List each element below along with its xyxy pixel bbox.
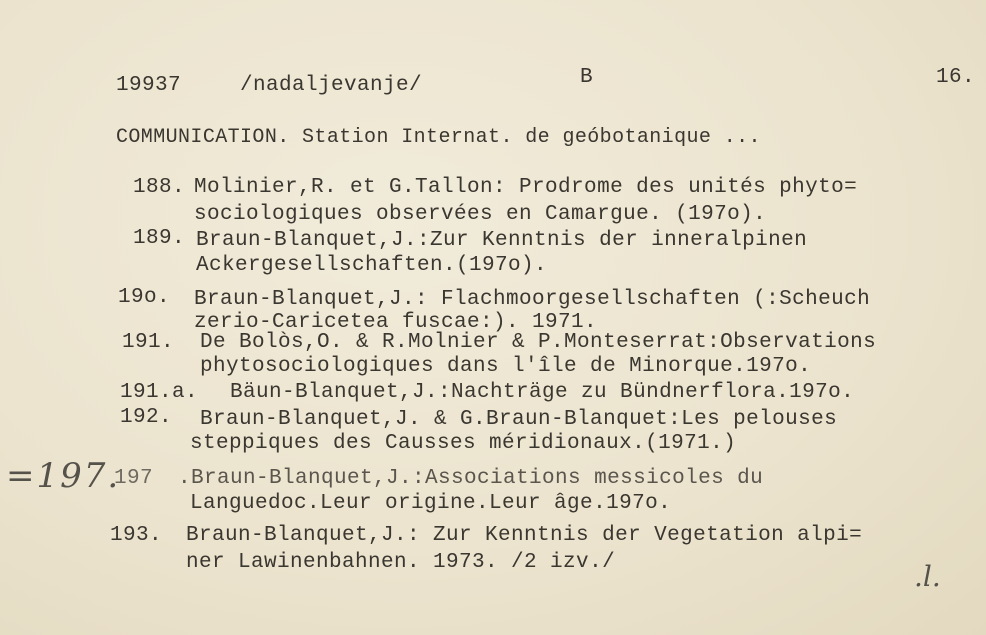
entry-line: zerio-Caricetea fuscae:). 1971. [194,311,598,334]
entry-line: ner Lawinenbahnen. 1973. /2 izv./ [186,551,616,574]
entry-line: Molinier,R. et G.Tallon: Prodrome des unités phyto= [194,176,858,199]
entry-number: 191.a. [120,381,199,404]
page-number: 16. [936,66,976,89]
entry-number: 192. [120,406,173,429]
entry-line: .Braun-Blanquet,J.:Associations messicoles du [178,467,764,490]
section-letter: B [580,66,594,89]
entry-line: De Bolòs,O. & R.Molnier & P.Monteserrat:Observations [200,331,877,354]
entry-line: sociologiques observées en Camargue. (197o). [194,203,767,226]
entry-number: 188. [133,176,186,199]
series-title: COMMUNICATION. Station Internat. de geóbotanique ... [116,126,761,149]
entry-line: phytosociologiques dans l'île de Minorque.197o. [200,355,812,378]
entry-line: Ackergesellschaften.(197o). [196,254,548,277]
entry-line: steppiques des Causses méridionaux.(1971.) [190,432,737,455]
entry-number: 197 [114,467,154,490]
continued-mark: .l. [914,560,941,593]
entry-line: Braun-Blanquet,J.: Flachmoorgesellschaften (:Scheuch [194,288,871,311]
continuation-label: /nadaljevanje/ [240,74,423,97]
entry-line: Bäun-Blanquet,J.:Nachträge zu Bündnerflora.197o. [230,381,855,404]
entry-line: Languedoc.Leur origine.Leur âge.197o. [190,492,672,515]
record-number: 19937 [116,74,182,97]
entry-number: 189. [133,227,186,250]
entry-number: 193. [110,524,163,547]
entry-line: Braun-Blanquet,J.: Zur Kenntnis der Vegetation alpi= [186,524,863,547]
entry-number: 191. [122,331,175,354]
handwritten-margin-note: =197. [6,456,121,496]
entry-line: Braun-Blanquet,J.:Zur Kenntnis der inneralpinen [196,229,808,252]
entry-line: Braun-Blanquet,J. & G.Braun-Blanquet:Les pelouses [200,408,838,431]
entry-number: 19o. [118,286,171,309]
